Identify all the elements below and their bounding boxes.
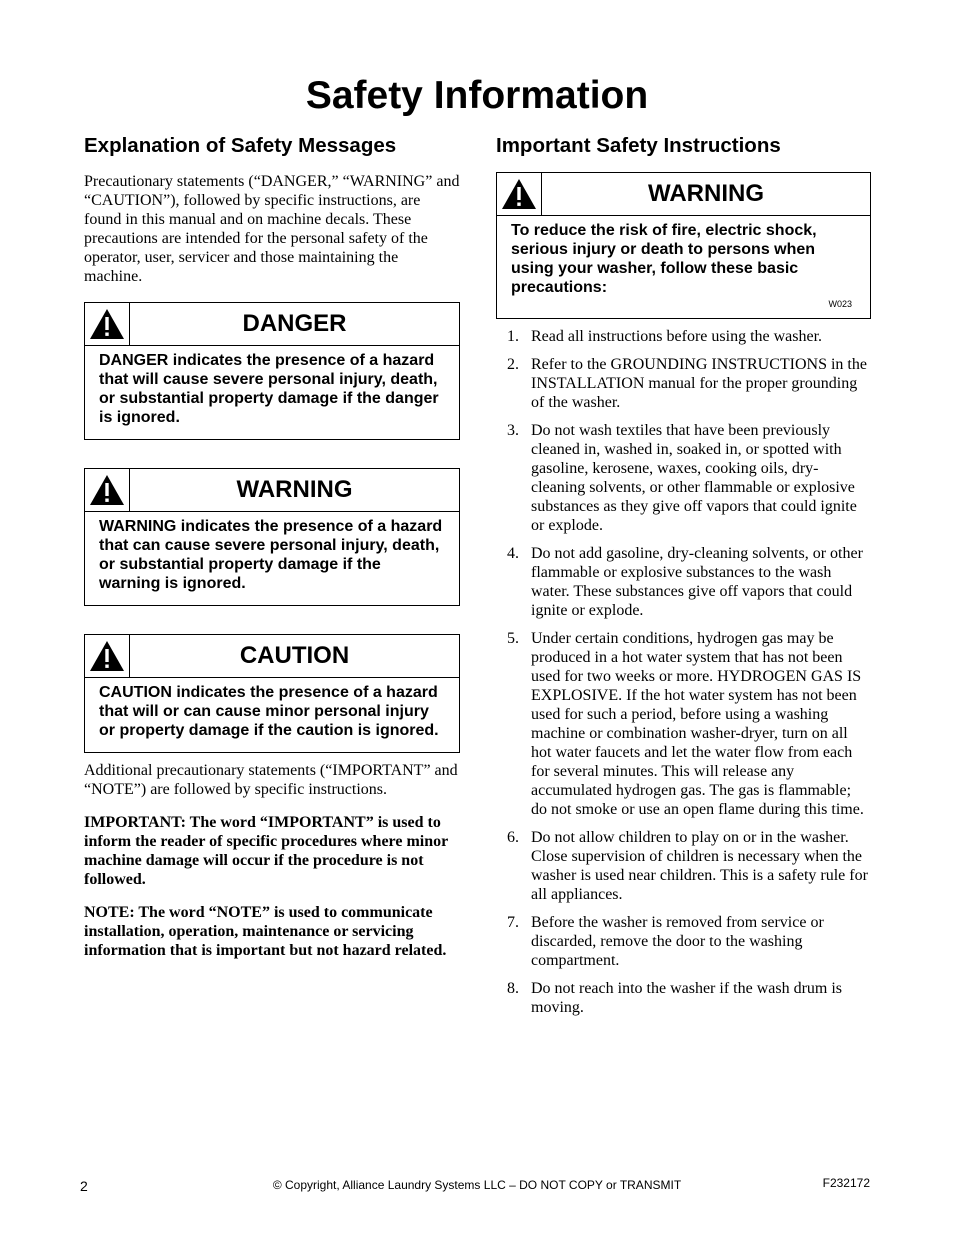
caution-box-text: CAUTION indicates the presence of a hazard that will or can cause minor personal injury or property damage if the caution is ignored. (99, 684, 439, 739)
list-item: 3. Do not wash textiles that have been previously cleaned in, washed in, soaked in, or spotted with gasoline, kerosene, waxes, cooking oils, dry-cleaning solvents, or other flammable or explosive substances as they give off vapors that could ignite or explode. (507, 422, 857, 534)
note-paragraph: NOTE: The word “NOTE” is used to communicate installation, operation, maintenance or servicing information that is important but not hazard related. (84, 904, 447, 959)
list-item: 6. Do not allow children to play on or in the washer. Close supervision of children is necessary when the washer is used near children. This is a safety rule for all appliances. (507, 829, 868, 903)
danger-box-header (85, 303, 459, 346)
warning-signal-word: WARNING (236, 476, 353, 503)
instructions-warning-text: To reduce the risk of fire, electric shock, serious injury or death to persons when using your washer, follow these basic precautions: (511, 222, 817, 296)
list-item: 5. Under certain conditions, hydrogen gas may be produced in a hot water system that has not been used for two weeks or more. HYDROGEN GAS IS EXPLOSIVE. If the hot water system has not been used for such a period, before using a washing machine or combination washer-dryer, turn on all hot water faucets and let the water flow from each for several minutes. This will release any accumulated hydrogen gas. The gas is flammable; do not smoke or use an open flame during this time. (507, 630, 864, 818)
warning-triangle-icon (85, 635, 130, 677)
warning-box-header (85, 469, 459, 512)
left-column (84, 132, 460, 960)
warning-triangle-icon (85, 469, 130, 511)
warning-code: W023 (828, 299, 852, 309)
instructions-warning-box (496, 172, 871, 319)
copyright-notice: © Copyright, Alliance Laundry Systems LLC – DO NOT COPY or TRANSMIT (272, 1178, 682, 1192)
caution-signal-word: CAUTION (239, 642, 350, 669)
danger-box (84, 302, 460, 440)
instruction-list (496, 327, 871, 1017)
danger-box-text: DANGER indicates the presence of a hazard that will cause severe personal injury, death, or substantial property damage if the danger is ignored. (99, 352, 439, 426)
warning-triangle-icon (85, 303, 130, 345)
warning-triangle-icon (497, 173, 542, 215)
warning-box-text: WARNING indicates the presence of a hazard that can cause severe personal injury, death, or substantial property damage if the warning is ignored. (99, 518, 443, 592)
page-title: Safety Information (305, 74, 649, 117)
instructions-heading: Important Safety Instructions (496, 134, 781, 157)
warning-box (84, 468, 460, 606)
list-item: 2. Refer to the GROUNDING INSTRUCTIONS in the INSTALLATION manual for the proper grounding of the washer. (507, 356, 867, 411)
list-item: 1. Read all instructions before using the washer. (507, 328, 823, 345)
list-item: 7. Before the washer is removed from service or discarded, remove the door to the washing compartment. (507, 914, 824, 969)
caution-box (84, 634, 460, 753)
list-item: 4. Do not add gasoline, dry-cleaning solvents, or other flammable or explosive substances to the wash water. These substances give off vapors that could ignite or explode. (507, 545, 863, 619)
document-number: F232172 (822, 1176, 870, 1190)
instructions-warning-header (497, 173, 870, 216)
danger-signal-word: DANGER (242, 310, 347, 337)
additional-paragraph: Additional precautionary statements (“IMPORTANT” and “NOTE”) are followed by specific instructions. (84, 762, 458, 798)
intro-paragraph: Precautionary statements (“DANGER,” “WARNING” and “CAUTION”), followed by specific instructions, are found in this manual and on machine decals. These precautions are intended for the personal safety of the operator, user, servicer and those maintaining the machine. (84, 173, 460, 285)
instructions-warning-signal: WARNING (648, 180, 764, 207)
list-item: 8. Do not reach into the washer if the wash drum is moving. (507, 980, 843, 1016)
explanation-heading: Explanation of Safety Messages (84, 134, 397, 157)
right-column (496, 132, 871, 1026)
caution-box-header (85, 635, 459, 678)
important-paragraph: IMPORTANT: The word “IMPORTANT” is used to inform the reader of specific procedures where minor machine damage will occur if the procedure is not followed. (84, 814, 448, 888)
page-number: 2 (80, 1178, 88, 1194)
